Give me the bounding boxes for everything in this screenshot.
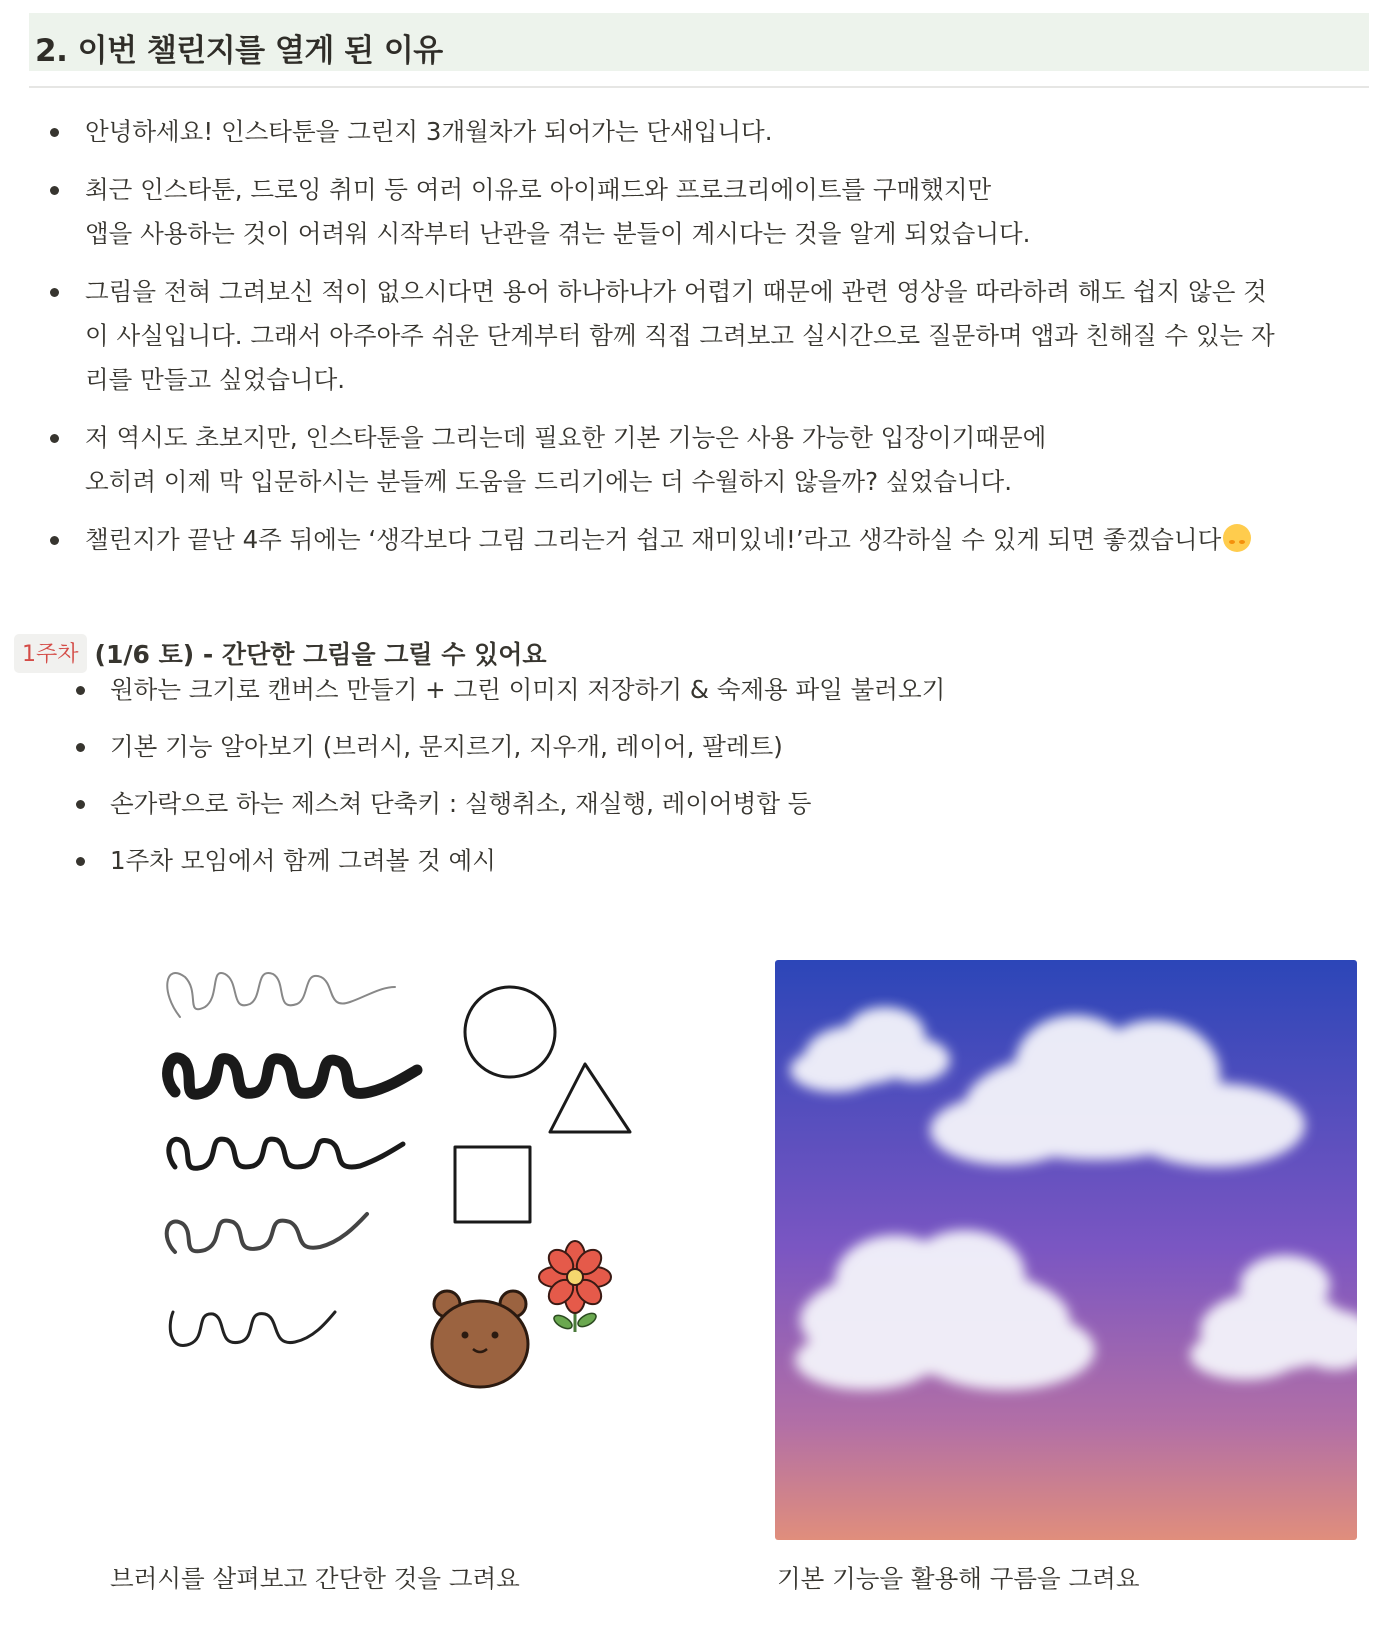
- triangle-shape: [550, 1064, 630, 1132]
- pencil-loop-stroke: [167, 1214, 367, 1252]
- bear-icon: [432, 1291, 528, 1387]
- medium-loop-stroke: [169, 1139, 403, 1168]
- list-item-line: 최근 인스타툰, 드로잉 취미 등 여러 이유로 아이패드와 프로크리에이트를 구매했지만: [85, 175, 992, 204]
- list-item: 1주차 모임에서 함께 그려볼 것 예시: [72, 839, 1352, 883]
- list-item: [46, 270, 1366, 402]
- cloud-painting-image: [775, 960, 1357, 1540]
- list-item: 원하는 크기로 캔버스 만들기 + 그린 이미지 저장하기 & 숙제용 파일 불러오기: [72, 668, 1352, 712]
- list-item: [46, 168, 1366, 256]
- thin-loop-stroke: [167, 973, 395, 1017]
- list-item: [46, 518, 1366, 562]
- week1-badge: 1주차: [14, 634, 87, 673]
- week1-title-text: (1/6 토) - 간단한 그림을 그릴 수 있어요: [94, 640, 547, 669]
- list-item-line: 그림을 전혀 그려보신 적이 없으시다면 용어 하나하나가 어렵기 때문에 관련 영상을 따라하려 해도 쉽지 않은 것: [85, 277, 1267, 306]
- smiling-face-with-hearts-icon: [1223, 524, 1251, 552]
- list-item-line: 앱을 사용하는 것이 어려워 시작부터 난관을 겪는 분들이 계시다는 것을 알게 되었습니다.: [85, 219, 1031, 248]
- list-item: [46, 416, 1366, 504]
- reason-list: [46, 110, 1366, 576]
- list-item-line: 저 역시도 초보지만, 인스타툰을 그리는데 필요한 기본 기능은 사용 가능한 입장이기때문에: [85, 423, 1047, 452]
- list-item-line: 오히려 이제 막 입문하시는 분들께 도움을 드리기에는 더 수월하지 않을까? 싶었습니다.: [85, 467, 1013, 496]
- list-item: 기본 기능 알아보기 (브러시, 문지르기, 지우개, 레이어, 팔레트): [72, 725, 1352, 769]
- fine-loop-stroke: [170, 1312, 335, 1346]
- list-item-line: 이 사실입니다. 그래서 아주아주 쉬운 단계부터 함께 직접 그려보고 실시간으로 질문하며 앱과 친해질 수 있는 자: [85, 321, 1275, 350]
- list-item: [46, 110, 1366, 154]
- week1-list: [72, 668, 1352, 896]
- image-caption: 기본 기능을 활용해 구름을 그려요: [777, 1564, 1140, 1593]
- divider: [29, 86, 1369, 88]
- list-item-line: 안녕하세요! 인스타툰을 그린지 3개월차가 되어가는 단새입니다.: [85, 117, 773, 146]
- brush-doodle-image: [145, 952, 655, 1412]
- square-shape: [455, 1147, 530, 1222]
- bold-loop-stroke: [168, 1058, 417, 1094]
- circle-shape: [465, 987, 555, 1077]
- section-heading-block: [29, 13, 1369, 71]
- list-item: 손가락으로 하는 제스쳐 단축키 : 실행취소, 재실행, 레이어병합 등: [72, 782, 1352, 826]
- section-heading: 2. 이번 챌린지를 열게 된 이유: [35, 33, 443, 69]
- list-item-text: 챌린지가 끝난 4주 뒤에는 ‘생각보다 그림 그리는거 쉽고 재미있네!’라고 생각하실 수 있게 되면 좋겠습니다: [85, 525, 1222, 554]
- list-item-line: 리를 만들고 싶었습니다.: [85, 365, 346, 394]
- list-item-line: [85, 518, 1366, 562]
- image-caption: 브러시를 살펴보고 간단한 것을 그려요: [110, 1564, 520, 1593]
- flower-icon: [539, 1241, 611, 1332]
